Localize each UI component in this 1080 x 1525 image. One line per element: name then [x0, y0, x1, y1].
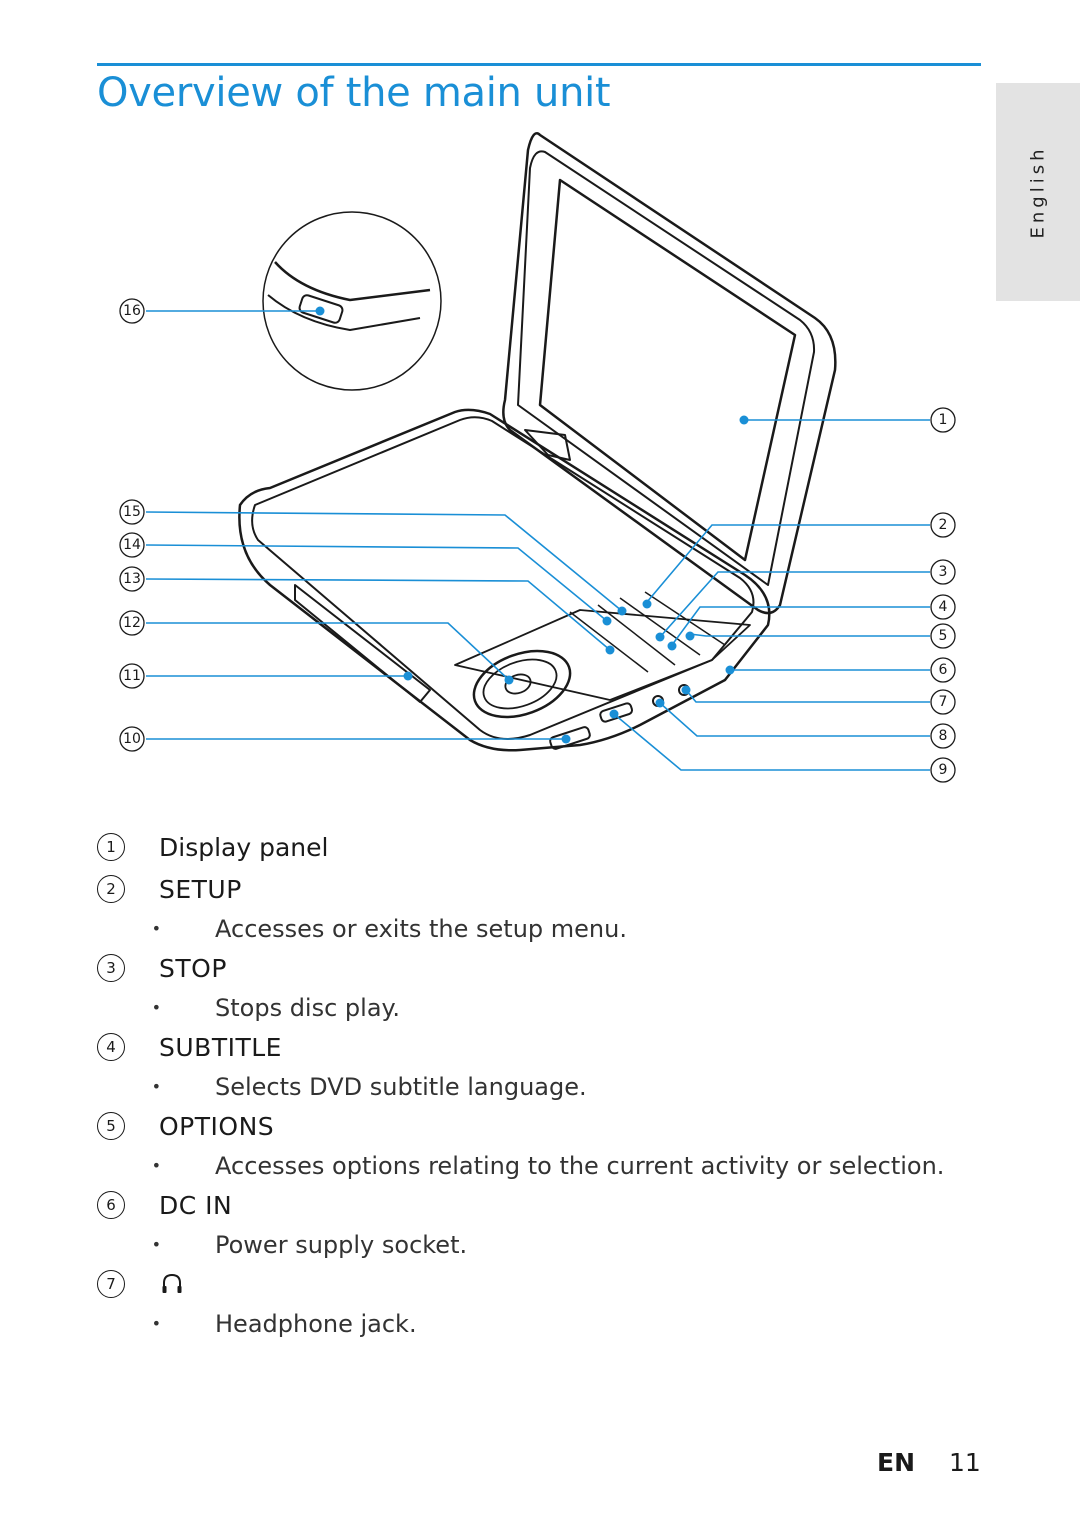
item-label: STOP [159, 953, 227, 983]
footer-language: EN [877, 1448, 916, 1477]
bullet-dot: • [151, 919, 161, 938]
bullet-text: Headphone jack. [215, 1309, 417, 1338]
bullet-text: Selects DVD subtitle language. [215, 1072, 587, 1101]
item-number: 3 [97, 954, 125, 982]
callout-12: 12 [123, 615, 141, 631]
item-label: Display panel [159, 832, 329, 862]
callout-9: 9 [938, 762, 948, 778]
item-label: OPTIONS [159, 1111, 275, 1141]
page-title: Overview of the main unit [97, 70, 611, 116]
callout-1: 1 [938, 412, 948, 428]
item-number: 4 [97, 1033, 125, 1061]
item-bullet [97, 910, 987, 947]
item-bullet [97, 1068, 987, 1105]
screen [540, 180, 795, 560]
item-3 [97, 947, 987, 1026]
bullet-text: Power supply socket. [215, 1230, 468, 1259]
callout-11: 11 [123, 668, 141, 684]
item-7 [97, 1263, 987, 1342]
callout-16: 16 [123, 303, 141, 319]
item-bullet [97, 989, 987, 1026]
item-number: 1 [97, 833, 125, 861]
callout-8: 8 [938, 728, 948, 744]
item-bullet [97, 1147, 987, 1184]
item-bullet [97, 1226, 987, 1263]
callout-13: 13 [123, 571, 141, 587]
callout-7: 7 [938, 694, 948, 710]
item-2 [97, 868, 987, 947]
bullet-dot: • [151, 1077, 161, 1096]
callout-6: 6 [938, 662, 948, 678]
item-1 [97, 826, 987, 868]
item-label: DC IN [159, 1190, 233, 1220]
bullet-text: Accesses options relating to the current activity or selection. [215, 1151, 945, 1180]
control-panel [455, 610, 750, 700]
bullet-dot: • [151, 1156, 161, 1175]
bullet-dot: • [151, 998, 161, 1017]
callout-5: 5 [938, 628, 948, 644]
bullet-dot: • [151, 1314, 161, 1333]
callout-4: 4 [938, 599, 948, 615]
item-label: SETUP [159, 874, 242, 904]
language-tab-label: English [1027, 145, 1049, 239]
callout-15: 15 [123, 504, 141, 520]
disc-slot [295, 585, 430, 702]
item-number: 2 [97, 875, 125, 903]
item-number: 7 [97, 1270, 125, 1298]
callout-14: 14 [123, 537, 141, 553]
lid-inner [518, 151, 814, 585]
item-bullet [97, 1305, 987, 1342]
page-number: 11 [948, 1448, 981, 1477]
item-list [97, 826, 987, 1342]
bullet-dot: • [151, 1235, 161, 1254]
item-label: SUBTITLE [159, 1032, 282, 1062]
item-6 [97, 1184, 987, 1263]
headphone-icon [159, 1271, 185, 1297]
bullet-text: Stops disc play. [215, 993, 400, 1022]
dpad-inner [477, 650, 563, 717]
item-number: 6 [97, 1191, 125, 1219]
callout-3: 3 [938, 564, 948, 580]
page-footer [877, 1448, 981, 1477]
callout-10: 10 [123, 731, 141, 747]
item-4 [97, 1026, 987, 1105]
bullet-text: Accesses or exits the setup menu. [215, 914, 627, 943]
item-5 [97, 1105, 987, 1184]
callout-2: 2 [938, 517, 948, 533]
item-number: 5 [97, 1112, 125, 1140]
